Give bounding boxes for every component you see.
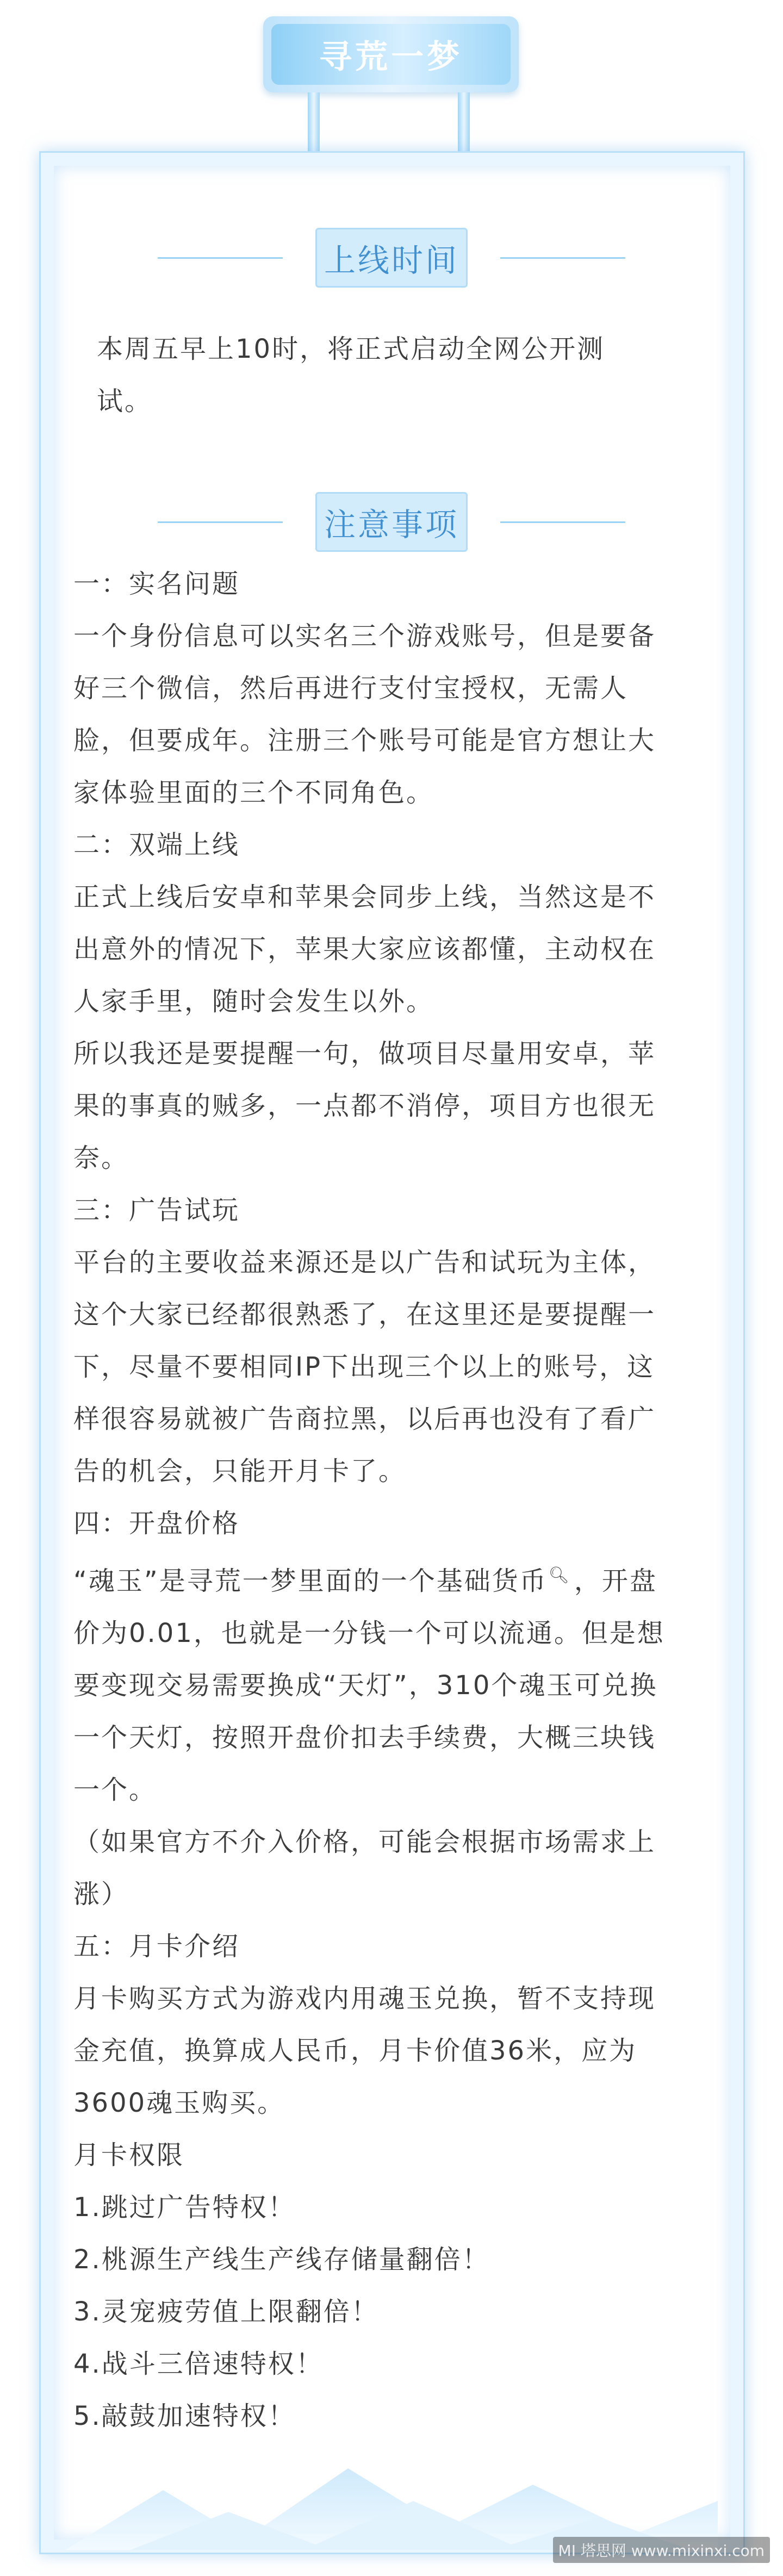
- text-line: 告的机会，只能开月卡了。: [73, 1456, 407, 1486]
- sign-post-right: [458, 92, 470, 152]
- text-line: 金充值，换算成人民币，月卡价值36米，应为: [73, 2036, 637, 2066]
- text-line: 本周五早上10时，将正式启动全网公开测: [97, 334, 605, 364]
- subheading: 月卡权限: [73, 2140, 185, 2170]
- text-line: 一个身份信息可以实名三个游戏账号，但是要备: [73, 621, 656, 651]
- search-icon[interactable]: 🔍︎: [548, 1566, 571, 1585]
- text-line: 一个天灯，按照开盘价扣去手续费，大概三块钱: [73, 1722, 656, 1753]
- text-line: 样很容易就被广告商拉黑，以后再也没有了看广: [73, 1404, 656, 1434]
- text-line: 家体验里面的三个不同角色。: [73, 777, 434, 808]
- text-line: 平台的主要收益来源还是以广告和试玩为主体，: [73, 1247, 656, 1278]
- mountains-decoration: [65, 2457, 718, 2550]
- text-line: 月卡购买方式为游戏内用魂玉兑换，暂不支持现: [73, 1983, 656, 2014]
- page-title: 寻荒一梦: [319, 38, 463, 76]
- text-segment: ，开盘: [574, 1566, 657, 1596]
- list-item: 2.桃源生产线生产线存储量翻倍！: [73, 2244, 490, 2275]
- notes-text: [73, 558, 710, 2442]
- text-line: 正式上线后安卓和苹果会同步上线，当然这是不: [73, 882, 656, 912]
- text-line: 要变现交易需要换成“天灯”，310个魂玉可兑换: [73, 1670, 658, 1701]
- section-title-box: [315, 228, 468, 288]
- sign-post-left: [308, 92, 320, 152]
- divider-line: [158, 521, 283, 523]
- text-line: 所以我还是要提醒一句，做项目尽量用安卓，苹: [73, 1038, 656, 1069]
- list-item: 4.战斗三倍速特权！: [73, 2349, 324, 2379]
- section-title-box: [315, 492, 468, 552]
- watermark: MI 塔思网 www.mixinxi.com: [553, 2537, 770, 2563]
- text-line: 一个。: [73, 1775, 157, 1805]
- text-line: 3600魂玉购买。: [73, 2088, 285, 2118]
- text-line: 下，尽量不要相同IP下出现三个以上的账号，这: [73, 1352, 655, 1382]
- text-line: （如果官方不介入价格，可能会根据市场需求上: [73, 1827, 656, 1857]
- section-header-launch-time: [0, 225, 783, 290]
- list-item: 1.跳过广告特权！: [73, 2192, 296, 2223]
- subheading: 二：双端上线: [73, 830, 240, 860]
- launch-time-text: [97, 323, 706, 427]
- text-line: 这个大家已经都很熟悉了，在这里还是要提醒一: [73, 1299, 656, 1330]
- divider-line: [500, 521, 625, 523]
- text-segment: “魂玉”是寻荒一梦里面的一个基础货币: [73, 1566, 548, 1596]
- text-line: 奈。: [73, 1143, 129, 1173]
- list-item: 5.敲鼓加速特权！: [73, 2401, 296, 2431]
- subheading: 五：月卡介绍: [73, 1931, 240, 1962]
- text-line: 好三个微信，然后再进行支付宝授权，无需人: [73, 673, 629, 704]
- divider-line: [158, 257, 283, 259]
- text-line: 价为0.01，也就是一分钱一个可以流通。但是想: [73, 1618, 665, 1648]
- subheading: 三：广告试玩: [73, 1195, 240, 1225]
- text-line: 脸，但要成年。注册三个账号可能是官方想让大: [73, 725, 656, 756]
- list-item: 3.灵宠疲劳值上限翻倍！: [73, 2297, 379, 2327]
- subheading: 一：实名问题: [73, 569, 240, 599]
- section-title: 注意事项: [324, 506, 459, 543]
- subheading: 四：开盘价格: [73, 1508, 240, 1539]
- text-line: 人家手里，随时会发生以外。: [73, 986, 434, 1017]
- text-line: 出意外的情况下，苹果大家应该都懂，主动权在: [73, 934, 656, 965]
- text-line: [73, 1550, 710, 1607]
- title-sign: [263, 16, 519, 92]
- section-header-notes: [0, 489, 783, 555]
- divider-line: [500, 257, 625, 259]
- text-line: 果的事真的贼多，一点都不消停，项目方也很无: [73, 1091, 656, 1121]
- title-sign-inner: [271, 24, 511, 85]
- section-title: 上线时间: [324, 242, 459, 279]
- text-line: 试。: [97, 386, 153, 416]
- text-line: 涨）: [73, 1879, 129, 1909]
